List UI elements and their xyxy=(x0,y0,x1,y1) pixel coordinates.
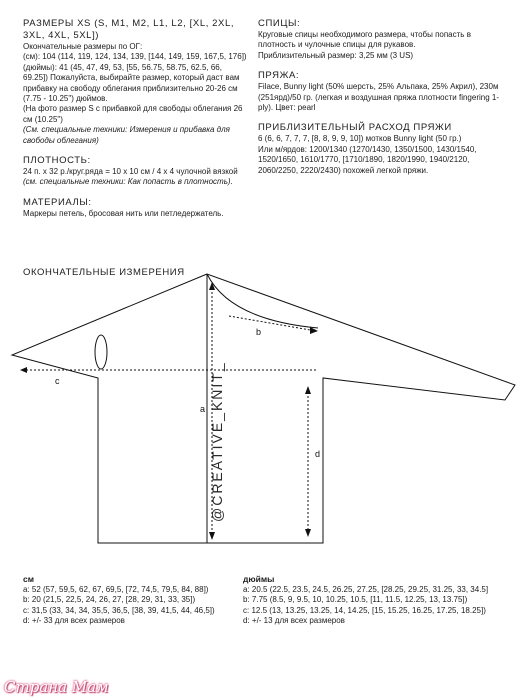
needles-section xyxy=(258,18,503,61)
measurement-line: a: 52 (57, 59,5, 62, 67, 69,5, [72, 74,5, 79,5, 84, 88]) xyxy=(23,584,209,594)
needles-size: Приблизительный размер: 3,25 мм (3 US) xyxy=(258,50,414,60)
measurement-line: a: 20.5 (22.5, 23.5, 24.5, 26.25, 27.25, [28.25, 29.25, 31.25, 33, 34.5] xyxy=(243,584,489,594)
consumption-meters: Или м/ярдов: 1200/1340 (1270/1430, 1350/1500, 1430/1540, 1520/1650, 1610/1770, [1710/1890, 1820/1990, 1940/2120, 2060/2250, 2220/2430) похожей легкой пряжи. xyxy=(258,144,477,175)
armhole-oval xyxy=(95,335,107,369)
consumption-text: 6 (6, 6, 7, 7, 7, [8, 8, 9, 9, 10]) мотков Bunny light (50 гр.) xyxy=(258,134,462,144)
shoulder-curve xyxy=(207,274,318,328)
measurements-cm-heading: см xyxy=(23,574,35,584)
measure-line-b xyxy=(229,316,316,331)
schema-title: ОКОНЧАТЕЛЬНЫЕ ИЗМЕРЕНИЯ xyxy=(23,267,185,278)
consumption-section xyxy=(258,122,503,176)
measurements-inch xyxy=(243,574,523,627)
sizes-section xyxy=(23,18,248,146)
gauge-section xyxy=(23,155,248,188)
sizes-line: Окончательные размеры по ОГ: xyxy=(23,42,143,51)
arrow-head xyxy=(305,386,311,394)
garment-outline xyxy=(12,274,515,543)
needles-title: СПИЦЫ: xyxy=(258,18,301,29)
sizes-title: РАЗМЕРЫ XS (S, M1, M2, L1, L2, [XL, 2XL, 3XL, 4XL, 5XL]) xyxy=(23,18,235,41)
consumption-title: ПРИБЛИЗИТЕЛЬНЫЙ РАСХОД ПРЯЖИ xyxy=(258,122,452,134)
measurements-cm xyxy=(23,574,238,627)
yarn-text: Filace, Bunny light (50% шерсть, 25% Альпака, 25% Акрил), 230м (251ярд)/50 гр. (легкая и воздушная пряжа плотности fingering 1-ply). Цвет: pearl xyxy=(258,82,500,113)
materials-text: Маркеры петель, бросовая нить или петледержатель. xyxy=(23,208,224,218)
gauge-text: 24 п. х 32 р./круг.ряда = 10 х 10 см / 4 х 4 чулочной вязкой xyxy=(23,167,238,177)
yarn-title: ПРЯЖА: xyxy=(258,70,300,82)
measurement-line: c: 12.5 (13, 13.25, 13.25, 14, 14.25, [15, 15.25, 16.25, 17.25, 18.25]) xyxy=(243,605,486,615)
sizes-line: (дюймы): 41 (45, 47, 49, 53, [55, 56.75, 58.75, 62.5, 66, 69.25]) Пожалуйста, выбирайте размер, который даст вам прибавку на свободу облегания приблизительно 20-26 см (7.75 - 10.25") дюймов. xyxy=(23,62,240,104)
yarn-section xyxy=(258,70,503,113)
measurement-line: d: +/- 13 для всех размеров xyxy=(243,616,345,626)
measurement-line: d: +/- 33 для всех размеров xyxy=(23,616,125,626)
measurement-line: c: 31,5 (33, 34, 34, 35,5, 36,5, [38, 39, 41,5, 44, 46,5]) xyxy=(23,605,215,615)
arrow-head xyxy=(209,532,215,540)
arrow-head xyxy=(305,529,311,537)
right-column xyxy=(258,18,503,185)
label-c: c xyxy=(55,376,60,386)
watermark-text: @CREATIVE_KNIT_ xyxy=(209,361,225,522)
sizes-note: (См. специальные техники: Измерения и прибавка для свободы облегания) xyxy=(23,125,230,145)
label-d: d xyxy=(315,449,321,459)
label-a: a xyxy=(200,404,206,414)
measurement-line: b: 7.75 (8.5, 9, 9.5, 10, 10.25, 10.5, [11, 11.5, 12.25, 13, 13.75]) xyxy=(243,595,468,605)
materials-section xyxy=(23,197,248,219)
sizes-line: (На фото размер S с прибавкой для свободы облегания 26 см (10.25") xyxy=(23,104,243,124)
measurements-inch-heading: дюймы xyxy=(243,574,275,584)
garment-schematic xyxy=(0,260,525,570)
label-b: b xyxy=(256,327,262,337)
materials-title: МАТЕРИАЛЫ: xyxy=(23,196,92,208)
measurement-line: b: 20 (21,5, 22,5, 24, 26, 27, [28, 29, 31, 33, 35]) xyxy=(23,595,196,605)
arrow-head xyxy=(20,367,27,373)
brand-watermark: Страна Мам xyxy=(4,678,109,696)
gauge-title: ПЛОТНОСТЬ: xyxy=(23,155,91,167)
sizes-line: (см): 104 (114, 119, 124, 134, 139, [144, 149, 159, 167,5, 176]) xyxy=(23,52,247,62)
gauge-note: (см. специальные техники: Как попасть в плотность). xyxy=(23,177,233,187)
needles-text: Круговые спицы необходимого размера, чтобы попасть в плотность и чулочные спицы для рукавов. xyxy=(258,30,471,50)
left-column xyxy=(23,18,248,228)
